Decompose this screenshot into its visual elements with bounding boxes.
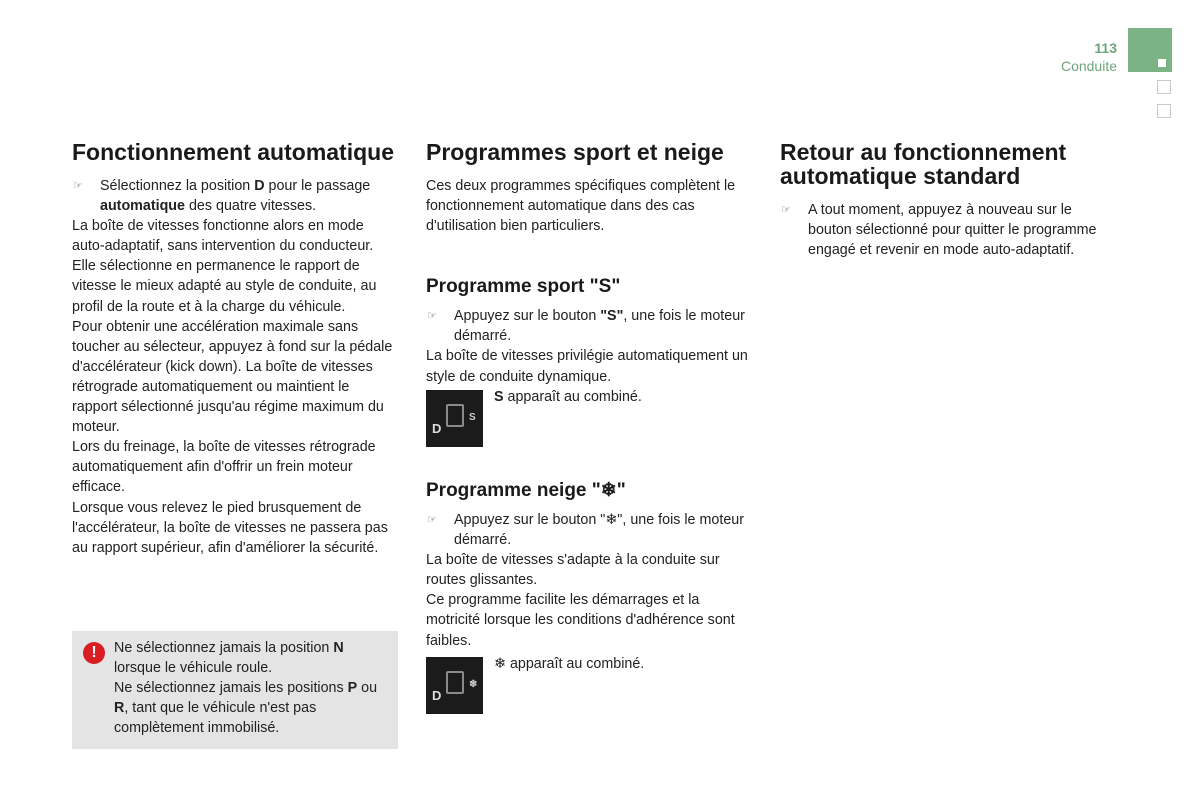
warning-icon: ! (83, 642, 105, 664)
text: pour le passage (264, 178, 371, 194)
text-bold: automatique (100, 198, 185, 215)
text: , une fois le moteur démarré. (454, 512, 744, 549)
hand-pointer-icon: ☞ (427, 514, 437, 526)
bullet-item (426, 510, 752, 550)
gearbox-display-icon (446, 404, 464, 427)
hand-pointer-icon: ☞ (427, 310, 437, 323)
text: , tant que le véhicule n'est pas complètement immobilisé. (114, 700, 317, 737)
page-number: 113 (1094, 40, 1117, 56)
heading-automatic: Fonctionnement automatique (72, 139, 394, 165)
snow-button-label: "❄" (600, 512, 623, 528)
warning-text (114, 638, 389, 738)
text: A tout moment, appuyez à nouveau sur le bouton sélectionné pour quitter le programme engagé et revenir en mode auto-adaptatif. (808, 202, 1097, 259)
gearbox-display-icon (446, 671, 464, 694)
column-return (780, 140, 1106, 260)
text: Appuyez sur le bouton (454, 308, 601, 325)
paragraph: Pour obtenir une accélération maximale sans toucher au sélecteur, appuyez à fond sur la pédale d'accélérateur (kick down). La boîte de vitesses rétrograde automatiquement ou maintient le rapport sélectionné jusqu'au régime maximum du moteur. (72, 318, 393, 436)
chapter-square (1157, 104, 1171, 118)
bullet-item (426, 306, 752, 346)
chapter-square (1157, 80, 1171, 94)
snowflake-icon: ❄ (494, 656, 506, 672)
text: lorsque le véhicule roule. (114, 660, 273, 677)
snow-section (426, 480, 752, 651)
caption-sport (494, 387, 642, 407)
gearbox-display-sport (426, 390, 483, 447)
text-bold: S (494, 389, 504, 405)
text: ou (357, 680, 378, 697)
text: Appuyez sur le bouton (454, 512, 601, 528)
hand-pointer-icon: ☞ (73, 180, 83, 192)
heading-return: Retour au fonctionnement automatique standard (780, 139, 1067, 189)
sport-button-label: "S" (600, 308, 624, 325)
paragraph: Ces deux programmes spécifiques complètent le fonctionnement automatique dans des cas d'utilisation bien particuliers. (426, 178, 736, 235)
text: Sélectionnez la position (100, 178, 255, 194)
gear-indicator: D (432, 688, 442, 703)
heading-snow: Programme neige "❄" (426, 480, 626, 501)
text: des quatre vitesses. (185, 198, 317, 215)
paragraph: Lors du freinage, la boîte de vitesses rétrograde automatiquement afin d'offrir un frein moteur efficace. (72, 439, 376, 496)
position-d: D (254, 178, 265, 194)
section-name: Conduite (1060, 58, 1117, 74)
position-r: R (114, 700, 125, 717)
text: apparaît au combiné. (505, 656, 645, 672)
caption-snow (494, 654, 644, 674)
warning-box (72, 631, 398, 749)
position-n: N (333, 640, 344, 656)
bullet-item (72, 176, 398, 216)
gearbox-display-snow (426, 657, 483, 714)
chapter-tab-marker (1158, 59, 1166, 67)
paragraph: La boîte de vitesses privilégie automatiquement un style de conduite dynamique. (426, 348, 748, 385)
paragraph: La boîte de vitesses fonctionne alors en mode auto-adaptatif, sans intervention du conducteur. Elle sélectionne en permanence le rapport de vitesse le mieux adapté au style de conduite, au profil de la route et à la charge du véhicule. (72, 218, 377, 315)
hand-pointer-icon: ☞ (781, 204, 791, 216)
bullet-item (780, 200, 1106, 260)
heading-programs: Programmes sport et neige (426, 139, 724, 165)
text: Ne sélectionnez jamais les positions (114, 680, 348, 697)
position-p: P (347, 680, 358, 697)
sport-mode-indicator: S (469, 412, 476, 423)
column-programs (426, 140, 752, 387)
paragraph: Lorsque vous relevez le pied brusquement de l'accélérateur, la boîte de vitesses ne passera pas au rapport supérieur, afin d'améliorer la sécurité. (72, 499, 388, 556)
column-automatic (72, 140, 398, 558)
text: Ne sélectionnez jamais la position (114, 640, 334, 656)
snowflake-icon: ❄ (469, 679, 478, 690)
heading-sport: Programme sport "S" (426, 276, 621, 298)
text: apparaît au combiné. (503, 389, 642, 405)
paragraph: Ce programme facilite les démarrages et la motricité lorsque les conditions d'adhérence sont faibles. (426, 592, 735, 649)
paragraph: La boîte de vitesses s'adapte à la conduite sur routes glissantes. (426, 552, 720, 589)
gear-indicator: D (432, 421, 442, 436)
text: , une fois le moteur démarré. (454, 308, 745, 345)
